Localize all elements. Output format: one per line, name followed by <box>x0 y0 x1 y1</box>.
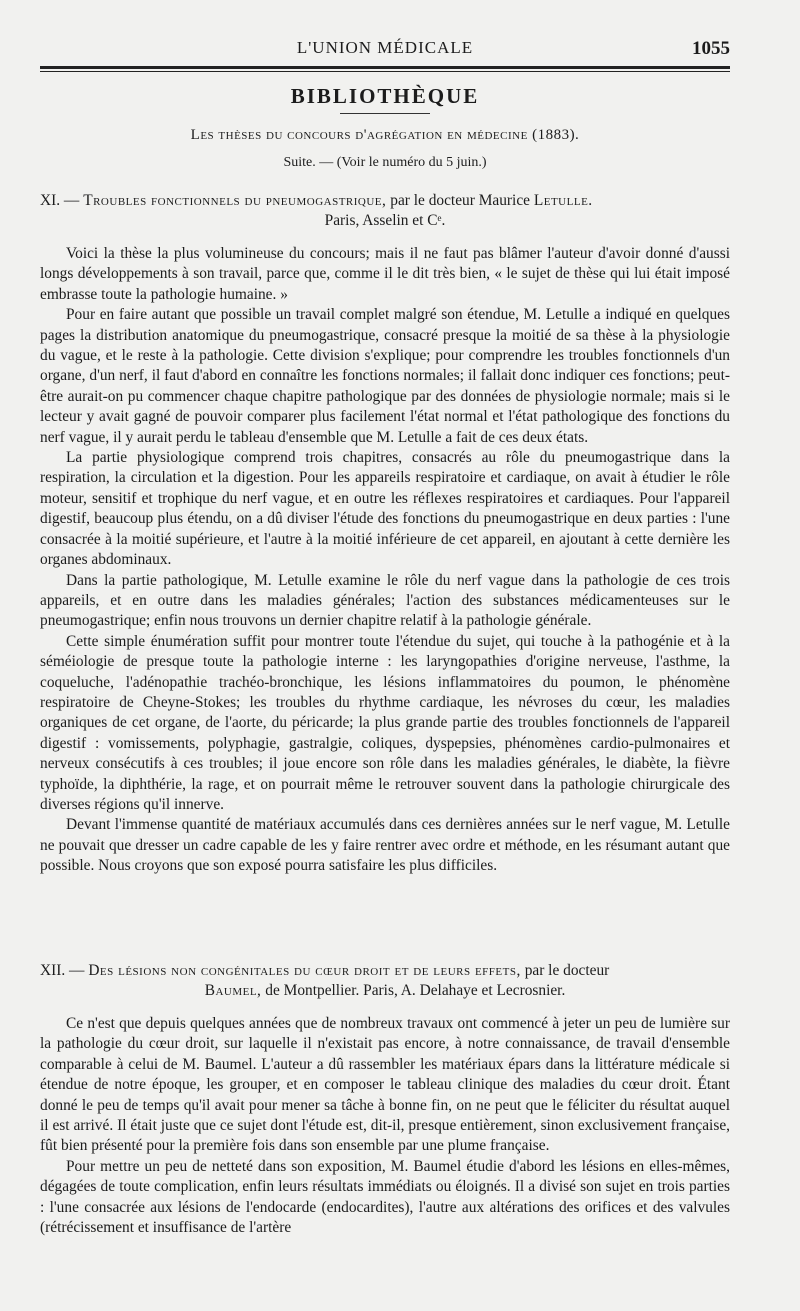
entry-xi-author: Letulle. <box>533 192 593 209</box>
entry-xi-author-prefix: par le docteur Maurice <box>390 192 530 209</box>
entry-xii-title: Des lésions non congénitales du cœur droit et de leurs effets, <box>88 962 521 979</box>
running-head <box>40 38 730 62</box>
entry-xi-body <box>40 244 730 877</box>
header-rule-thick <box>40 66 730 69</box>
paragraph: Voici la thèse la plus volumineuse du concours; mais il ne faut pas blâmer l'auteur d'avoir donné d'aussi longs développements à son travail, parce que, comme il le dit très bien, « le sujet de thèse qui lui était imposé embrasse toute la pathologie humaine. » <box>40 245 730 303</box>
entry-xii-publisher: de Montpellier. Paris, A. Delahaye et Lecrosnier. <box>265 982 566 1000</box>
paragraph: La partie physiologique comprend trois chapitres, consacrés au rôle du pneumogastrique dans la respiration, la circulation et la digestion. Pour les appareils respiratoire et cardiaque, on avait à étudier le rôle moteur, sensitif et trophique du nerf vague, et en outre les réflexes respiratoires et cardiaques. Pour l'appareil digestif, beaucoup plus étendu, on a dû diviser l'étude des fonctions du pneumogastrique en deux parties : l'une consacrée à la moitié supérieure, et l'autre à la moitié inférieure de cet appareil, en ajoutant à cette dernière les organes abdominaux. <box>40 449 730 569</box>
paragraph: Pour en faire autant que possible un travail complet malgré son étendue, M. Letulle a indiqué en quelques pages la distribution anatomique du pneumogastrique, consacré presque la moitié de sa thèse à la physiologie du vague, et le reste à la pathologie. Cette division s'explique; pour comprendre les troubles fonctionnels d'un organe, d'un nerf, il faut d'abord en connaître les fonctions normales; il fallait donc indiquer ces fonctions; peut-être aurait-on pu commencer chaque chapitre pathologique par des données de physiologie normale; mais si le lecteur y avait gagné de pouvoir comparer plus facilement l'état normal et l'état pathologique des fonctions du nerf vague, il y aurait perdu le tableau d'ensemble que M. Letulle a fait de ces deux états. <box>40 306 730 446</box>
entry-xii-author-prefix: par le docteur <box>524 962 610 979</box>
entry-xii-body <box>40 1014 730 1238</box>
entry-xii-heading <box>40 961 730 1002</box>
paragraph: Devant l'immense quantité de matériaux accumulés dans ces dernières années sur le nerf vague, M. Letulle ne pouvait que dresser un cadre capable de les y faire rentrer avec ordre et méthode, en les résumant autant que possible. Nous croyons que son exposé pourra satisfaire les plus difficiles. <box>40 816 730 875</box>
entry-xii-author: Baumel, <box>204 982 262 1000</box>
continuation-note: Suite. — (Voir le numéro du 5 juin.) <box>283 155 487 170</box>
paragraph: Ce n'est que depuis quelques années que de nombreux travaux ont commencé à jeter un peu de lumière sur la pathologie du cœur droit, sur laquelle il n'existait pas encore, à notre connaissance, de travail d'ensemble comparable à celui de M. Baumel. L'auteur a dû rassembler les matériaux épars dans la littérature médicale si étendue de notre époque, les grouper, et en composer le tableau clinique des maladies du cœur droit. Étant donné le peu de temps qu'il avait pour mener sa tâche à bonne fin, on ne peut que le féliciter du résultat auquel il est arrivé. Il était juste que ce sujet dont l'étude est, dit-il, presque entièrement, sinon exclusivement française, fût bien présenté pour la première fois dans son ensemble par une plume française. <box>40 1015 730 1155</box>
heading-divider <box>340 113 430 114</box>
journal-page <box>40 0 730 1311</box>
running-title: L'UNION MÉDICALE <box>296 38 474 57</box>
paragraph: Cette simple énumération suffit pour montrer toute l'étendue du sujet, qui touche à la pathogénie et à la séméiologie de presque toute la pathologie interne : les laryngopathies d'origine nerveuse, l'asthme, la coqueluche, l'adénopathie trachéo-bronchique, les lésions inflammatoires du poumon, le phénomène respiratoire de Cheyne-Stokes; les troubles du rhythme cardiaque, les névroses du cœur, les maladies organiques de cet organe, de l'aorte, du péricarde; la plus grande partie des troubles fonctionnels de l'appareil digestif : vomissements, polyphagie, gastralgie, coliques, dyspepsies, phénomènes cardio-pulmonaires et nerveux consécutifs à ces troubles; il joue encore son rôle dans les maladies générales, le diabète, la fièvre typhoïde, la diphthérie, la rage, et on pourrait même le retrouver souvent dans la pathologie chirurgicale des diverses régions qu'il innerve. <box>40 632 730 813</box>
header-rule-thin <box>40 71 730 72</box>
page-number: 1055 <box>692 38 730 59</box>
entry-xi-number: XI. — <box>40 192 80 209</box>
paragraph: Dans la partie pathologique, M. Letulle examine le rôle du nerf vague dans la pathologie de ces trois appareils, et en outre dans les maladies générales; l'action des substances médicamenteuses sur le pneumogastrique; enfin nous trouvons un dernier chapitre relatif à la pathologie générale. <box>40 571 730 630</box>
paragraph: Pour mettre un peu de netteté dans son exposition, M. Baumel étudie d'abord les lésions en elles-mêmes, dégagées de toute complication, enfin leurs résultats immédiats ou éloignés. Il a divisé son sujet en trois parties : l'une consacrée aux lésions de l'endocarde (endocardites), l'autre aux altérations des orifices et des valvules (rétrécissement et insuffisance de l'artère <box>40 1157 730 1237</box>
entry-xi-heading <box>40 191 730 232</box>
entry-xi-title: Troubles fonctionnels du pneumogastrique, <box>83 192 387 209</box>
entry-xii-number: XII. — <box>40 962 85 979</box>
entry-xi-publisher: Paris, Asselin et Cᵉ. <box>324 212 446 230</box>
section-heading: BIBLIOTHÈQUE <box>290 84 480 108</box>
series-title: Les thèses du concours d'agrégation en médecine (1883). <box>190 127 580 143</box>
